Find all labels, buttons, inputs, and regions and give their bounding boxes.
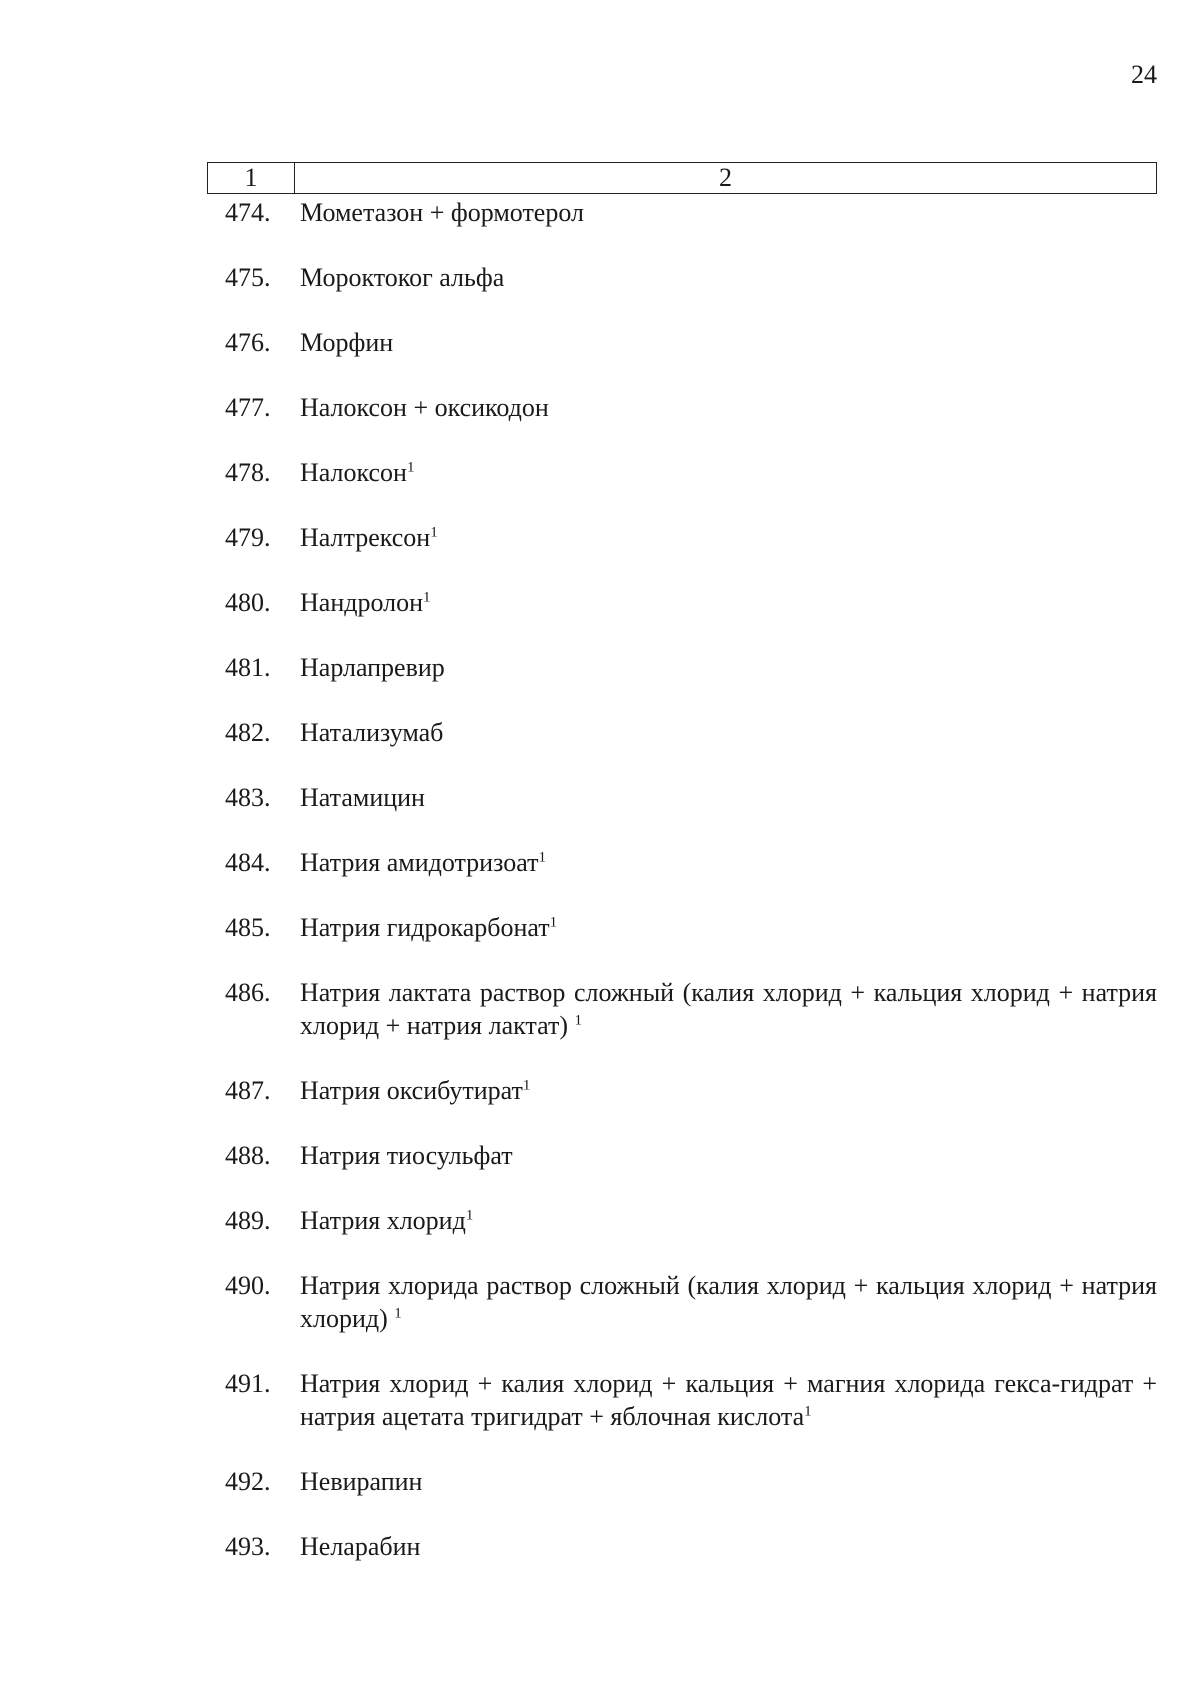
table-row: [207, 261, 1157, 326]
table-row: [207, 521, 1157, 586]
row-number: 489.: [225, 1206, 271, 1235]
row-number: 491.: [225, 1369, 271, 1398]
footnote-mark: 1: [465, 1207, 474, 1224]
row-name: Натрия хлорид$^1$: [300, 1206, 474, 1235]
table-header: [207, 162, 1157, 194]
table-row: [207, 651, 1157, 716]
row-name: Нарлапревир: [300, 653, 445, 682]
row-number: 475.: [225, 263, 271, 292]
row-number: 482.: [225, 718, 271, 747]
table-row: [207, 391, 1157, 456]
row-number: 478.: [225, 458, 271, 487]
table-row: [207, 911, 1157, 976]
row-name: Натрия хлорида раствор сложный (калия хлорид + кальция хлорид + натрия хлорид) $^1$: [300, 1271, 1157, 1333]
row-name: Налоксон$^1$: [300, 458, 415, 487]
table-row: [207, 1139, 1157, 1204]
row-name: Натрия хлорид + калия хлорид + кальция + магния хлорида гекса-гидрат + натрия ацетата тригидрат + яблочная кислота$^1$: [300, 1369, 1157, 1431]
row-name: Натрия амидотризоат$^1$: [300, 848, 546, 877]
row-number: 484.: [225, 848, 271, 877]
table-row: [207, 196, 1157, 261]
footnote-mark: 1: [423, 589, 431, 606]
row-name: Мороктоког альфа: [300, 263, 505, 292]
table-row: [207, 846, 1157, 911]
table-header-col1: 1: [208, 163, 295, 193]
footnote-mark: 1: [549, 914, 558, 931]
table-row: [207, 1269, 1157, 1367]
row-number: 490.: [225, 1271, 271, 1300]
row-number: 492.: [225, 1467, 271, 1496]
row-name: Натамицин: [300, 783, 425, 812]
row-name: Натрия лактата раствор сложный (калия хлорид + кальция хлорид + натрия хлорид + натрия лактат) $^1$: [300, 978, 1157, 1040]
row-name: Натрия оксибутират$^1$: [300, 1076, 531, 1105]
table-row: [207, 586, 1157, 651]
footnote-mark: 1: [406, 459, 415, 476]
table-row: [207, 1465, 1157, 1530]
row-number: 486.: [225, 978, 271, 1007]
row-number: 485.: [225, 913, 271, 942]
row-name: Налтрексон$^1$: [300, 523, 438, 552]
footnote-mark: 1: [538, 849, 546, 866]
page-number: 24: [1131, 60, 1157, 89]
row-number: 479.: [225, 523, 271, 552]
row-name: Налоксон + оксикодон: [300, 393, 549, 422]
footnote-mark: 1: [574, 1012, 582, 1029]
row-number: 477.: [225, 393, 271, 422]
table-row: [207, 716, 1157, 781]
row-name: Невирапин: [300, 1467, 423, 1496]
drug-list: [207, 196, 1157, 1595]
row-number: 476.: [225, 328, 271, 357]
footnote-mark: 1: [394, 1305, 402, 1322]
table-row: [207, 1204, 1157, 1269]
row-name: Натрия гидрокарбонат$^1$: [300, 913, 558, 942]
row-number: 493.: [225, 1532, 271, 1561]
table-header-col2: 2: [719, 163, 732, 192]
table-row: [207, 1074, 1157, 1139]
table-row: [207, 1530, 1157, 1595]
row-name: Натрия тиосульфат: [300, 1141, 513, 1170]
footnote-mark: 1: [804, 1403, 812, 1420]
row-name: Мометазон + формотерол: [300, 198, 584, 227]
footnote-mark: 1: [430, 524, 438, 541]
row-number: 487.: [225, 1076, 271, 1105]
table-row: [207, 1367, 1157, 1465]
row-number: 488.: [225, 1141, 271, 1170]
table-row: [207, 326, 1157, 391]
row-name: Неларабин: [300, 1532, 421, 1561]
row-name: Нандролон$^1$: [300, 588, 431, 617]
row-number: 483.: [225, 783, 271, 812]
table-row: [207, 781, 1157, 846]
row-number: 481.: [225, 653, 271, 682]
table-row: [207, 456, 1157, 521]
row-name: Морфин: [300, 328, 394, 357]
row-number: 474.: [225, 198, 271, 227]
row-number: 480.: [225, 588, 271, 617]
footnote-mark: 1: [522, 1077, 531, 1094]
table-row: [207, 976, 1157, 1074]
row-name: Натализумаб: [300, 718, 444, 747]
